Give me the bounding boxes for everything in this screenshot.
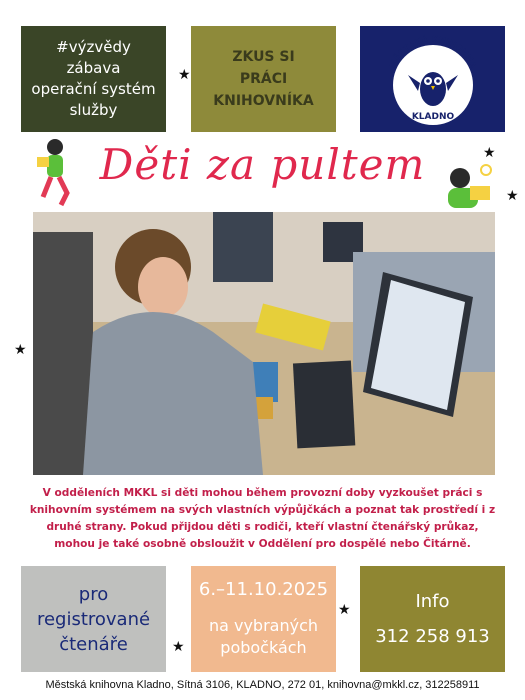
page-title: Děti za pultem [99,140,426,189]
star-icon: ★ [506,188,519,204]
star-icon: ★ [178,67,191,83]
star-icon: ★ [338,602,351,618]
star-icon: ★ [172,639,185,655]
girl-reading-illustration [440,160,500,220]
info-phone: 312 258 913 [375,626,490,647]
logo-bottom-text: KLADNO [411,112,454,122]
registered-readers-box [21,566,166,672]
zkus-line: PRÁCI [239,71,288,87]
pro-line: pro [78,583,109,605]
star-icon: ★ [483,145,496,161]
tag-line: zábava [66,59,121,77]
footer-address: Městská knihovna Kladno, Sítná 3106, KLADNO, 272 01, knihovna@mkkl.cz, 312258911 [45,679,480,691]
photo-child-at-counter [33,212,495,475]
event-date: 6.–11.10.2025 [198,579,329,600]
logo-arc-text: MĚSTSKÁ KNIHOVNA [387,34,478,71]
description-text: V odděleních MKKL si děti mohou během provozní doby vyzkoušet práci s knihovním systémem na svých vlastních výpůjčkách a poznat tak prostředí i z druhé strany. Pokud přijdou děti s rodiči, kteří vlastní čtenářský průkaz, mohou je také osobně obsloužit v Oddělení pro dospělé nebo Čitárně. [29,487,496,550]
date-line: na vybraných [208,616,319,635]
date-line: pobočkách [220,638,307,657]
tags-box [21,26,166,132]
tag-line: služby [69,101,118,119]
try-librarian-box [191,26,336,132]
library-logo-box [360,26,505,132]
info-box [360,566,505,672]
pro-line: čtenáře [59,633,128,655]
girl-with-books-illustration [33,135,93,210]
info-label: Info [415,591,450,612]
pro-line: registrované [36,608,151,630]
zkus-line: ZKUS SI [232,49,295,65]
library-logo [378,31,488,127]
date-box [191,566,336,672]
tag-line: #výzvědy [56,38,131,56]
star-icon: ★ [14,342,27,358]
zkus-line: KNIHOVNÍKA [213,93,314,109]
tag-line: operační systém [31,80,156,98]
